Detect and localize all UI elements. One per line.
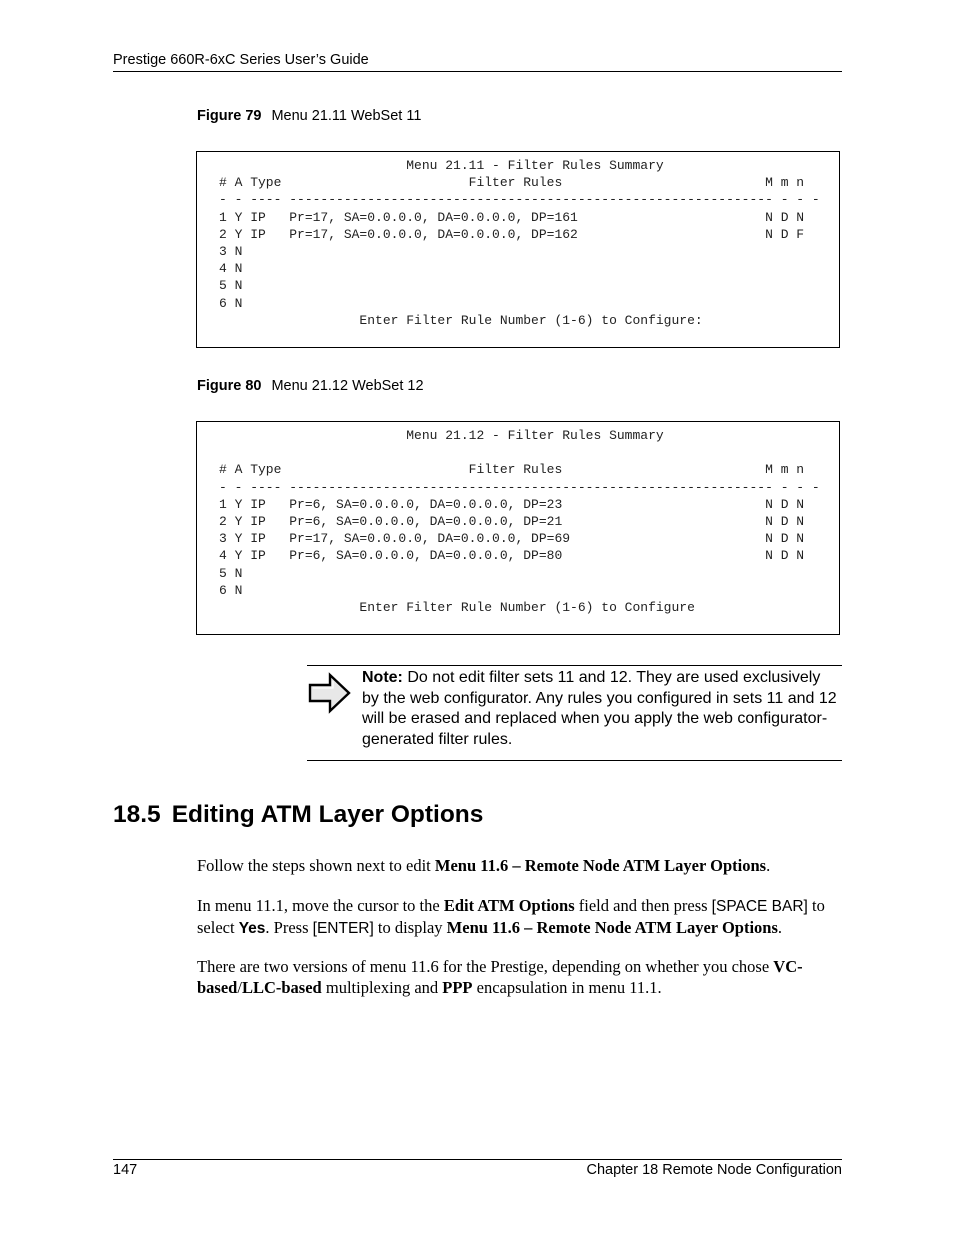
text-run: In menu 11.1, move the cursor to the bbox=[197, 896, 444, 915]
text-run: to select bbox=[197, 896, 825, 937]
terminal-line bbox=[219, 444, 820, 461]
note-body: Do not edit filter sets 11 and 12. They are used exclusively by the web configurator. Any rules you configured in sets 11 and 12 will be erased and replaced when you apply the web configurator-generated filter rules. bbox=[362, 669, 837, 748]
section-heading bbox=[113, 801, 483, 829]
text-run: encapsulation in menu 11.1. bbox=[472, 977, 662, 997]
figure-79-title: Menu 21.11 WebSet 11 bbox=[271, 108, 422, 124]
text-run: to display bbox=[373, 917, 447, 937]
terminal-line: - - ---- -------------------------------------------------------------- - - - bbox=[219, 479, 820, 495]
text-run: Follow the steps shown next to edit bbox=[197, 856, 435, 875]
figure-80-terminal-screen bbox=[196, 421, 840, 635]
terminal-line: 5 N bbox=[219, 565, 243, 581]
menu-reference: Menu 11.6 – Remote Node ATM Layer Options bbox=[434, 856, 767, 875]
figure-80-terminal-text bbox=[219, 427, 820, 616]
paragraph-1 bbox=[197, 856, 842, 877]
option-reference: VC-based bbox=[197, 957, 803, 997]
terminal-line: Enter Filter Rule Number (1-6) to Configure bbox=[219, 599, 695, 615]
footer-divider bbox=[113, 1159, 842, 1160]
section-title: Editing ATM Layer Options bbox=[171, 801, 484, 828]
terminal-line: 2 Y IP Pr=6, SA=0.0.0.0, DA=0.0.0.0, DP=21 N D N bbox=[219, 513, 805, 529]
footer-page-number: 147 bbox=[113, 1162, 138, 1178]
figure-79-caption bbox=[197, 108, 421, 124]
terminal-line: # A Type Filter Rules M m n bbox=[219, 462, 805, 478]
figure-80-caption bbox=[197, 378, 424, 394]
paragraph-3 bbox=[197, 957, 842, 998]
terminal-line: 4 N bbox=[219, 261, 243, 277]
menu-reference: Menu 11.6 – Remote Node ATM Layer Options bbox=[446, 917, 778, 937]
header-divider bbox=[113, 71, 842, 72]
option-reference: PPP bbox=[442, 977, 473, 997]
note-top-divider bbox=[307, 665, 842, 666]
terminal-line: 6 N bbox=[219, 295, 243, 311]
text-run: field and then press bbox=[574, 896, 712, 915]
text-run: . bbox=[766, 856, 771, 875]
text-run: multiplexing and bbox=[321, 977, 443, 997]
arrow-right-icon bbox=[308, 672, 352, 714]
text-run: There are two versions of menu 11.6 for the Prestige, depending on whether you chose bbox=[197, 957, 774, 976]
paragraph-2 bbox=[197, 896, 842, 939]
terminal-line: 1 Y IP Pr=6, SA=0.0.0.0, DA=0.0.0.0, DP=23 N D N bbox=[219, 496, 805, 512]
value-reference: Yes bbox=[238, 919, 266, 937]
note-text bbox=[362, 668, 840, 750]
option-reference: LLC-based bbox=[241, 977, 322, 997]
note-label: Note: bbox=[362, 669, 403, 686]
footer-chapter-title: Chapter 18 Remote Node Configuration bbox=[586, 1162, 842, 1178]
figure-80-title: Menu 21.12 WebSet 12 bbox=[271, 378, 424, 394]
running-header-title: Prestige 660R-6xC Series User’s Guide bbox=[113, 52, 369, 68]
key-reference: [ENTER] bbox=[312, 919, 374, 937]
terminal-line: - - ---- -------------------------------------------------------------- - - - bbox=[219, 192, 820, 208]
text-run: . bbox=[777, 917, 783, 937]
figure-79-label: Figure 79 bbox=[197, 108, 262, 124]
section-number: 18.5 bbox=[113, 801, 161, 828]
terminal-line: # A Type Filter Rules M m n bbox=[219, 175, 805, 191]
field-reference: Edit ATM Options bbox=[443, 896, 575, 915]
terminal-line: 3 N bbox=[219, 243, 243, 259]
terminal-line: 2 Y IP Pr=17, SA=0.0.0.0, DA=0.0.0.0, DP=162 N D F bbox=[219, 226, 805, 242]
figure-79-terminal-text bbox=[219, 157, 820, 329]
note-bottom-divider bbox=[307, 760, 842, 761]
terminal-line: 5 N bbox=[219, 278, 243, 294]
key-reference: [SPACE BAR] bbox=[711, 898, 808, 915]
text-run: . Press bbox=[265, 917, 313, 937]
terminal-line: 4 Y IP Pr=6, SA=0.0.0.0, DA=0.0.0.0, DP=80 N D N bbox=[219, 548, 805, 564]
terminal-line: 3 Y IP Pr=17, SA=0.0.0.0, DA=0.0.0.0, DP=69 N D N bbox=[219, 531, 805, 547]
figure-80-label: Figure 80 bbox=[197, 378, 262, 394]
terminal-line: 6 N bbox=[219, 582, 243, 598]
terminal-line: Menu 21.12 - Filter Rules Summary bbox=[219, 428, 664, 443]
terminal-line: Enter Filter Rule Number (1-6) to Configure: bbox=[219, 312, 703, 328]
terminal-line: Menu 21.11 - Filter Rules Summary bbox=[219, 158, 664, 173]
terminal-line: 1 Y IP Pr=17, SA=0.0.0.0, DA=0.0.0.0, DP=161 N D N bbox=[219, 209, 805, 225]
text-run: / bbox=[237, 977, 242, 997]
figure-79-terminal-screen bbox=[196, 151, 840, 348]
